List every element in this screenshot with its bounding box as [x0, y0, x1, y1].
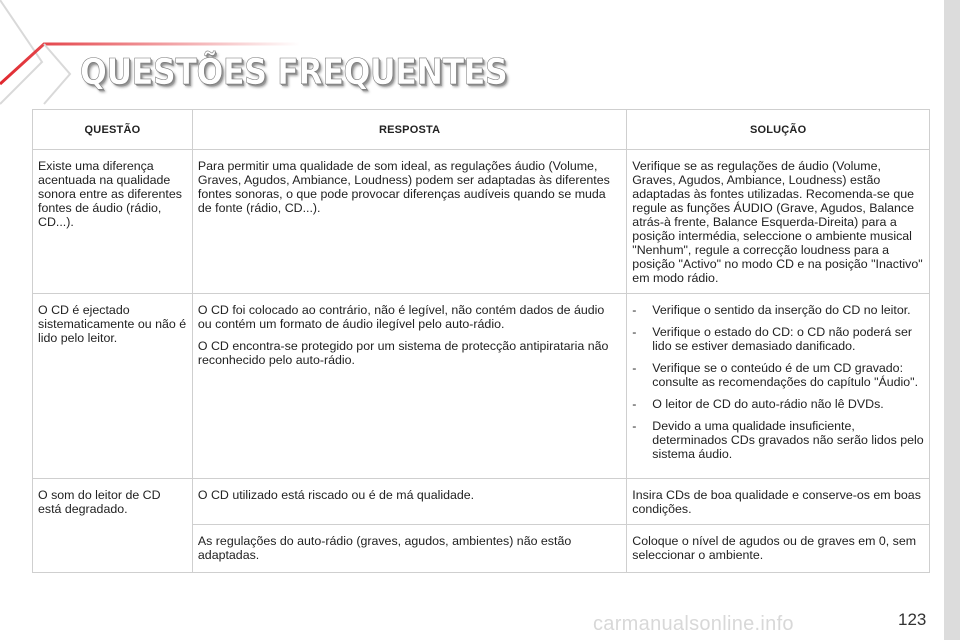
list-item-text: Verifique o sentido da inserção do CD no leitor. [652, 303, 911, 317]
answer-cell: O CD utilizado está riscado ou é de má qualidade. [192, 479, 626, 525]
list-item [632, 303, 924, 317]
list-dash: - [632, 325, 637, 339]
table-header-row [33, 110, 930, 150]
list-dash: - [632, 419, 637, 433]
solution-cell: Coloque o nível de agudos ou de graves em 0, sem seleccionar o ambiente. [627, 525, 930, 573]
solution-cell [627, 294, 930, 479]
header-solution: SOLUÇÃO [627, 110, 930, 150]
answer-text: Para permitir uma qualidade de som ideal, as regulações áudio (Volume, Graves, Agudos, Ambiance, Loudness) podem ser adaptadas às diferentes fontes sonoras, o que pode provocar diferenças audíveis quando se muda de fonte (rádio, CD...). [197, 159, 610, 215]
question-cell: Existe uma diferença acentuada na qualidade sonora entre as diferentes fontes de áudio (rádio, CD...). [33, 150, 193, 294]
list-item [632, 419, 924, 461]
question-cell: O som do leitor de CD está degradado. [33, 479, 193, 573]
header-answer: RESPOSTA [192, 110, 626, 150]
list-dash: - [632, 303, 637, 317]
answer-cell [192, 150, 626, 294]
answer-cell: As regulações do auto-rádio (graves, agudos, ambientes) não estão adaptadas. [192, 525, 626, 573]
page-title: QUESTÕES FREQUENTES [80, 52, 508, 93]
list-item [632, 361, 924, 389]
list-item [632, 397, 924, 411]
list-item-text: O leitor de CD do auto-rádio não lê DVDs. [652, 397, 884, 411]
list-item-text: Devido a uma qualidade insuficiente, determinados CDs gravados não serão lidos pelo sistema áudio. [652, 419, 924, 461]
answer-text: O CD foi colocado ao contrário, não é legível, não contém dados de áudio ou contém um formato de áudio ilegível pelo auto-rádio. [197, 303, 605, 331]
answer-text: O CD encontra-se protegido por um sistema de protecção antipirataria não reconhecido pelo auto-rádio. [197, 339, 609, 367]
list-dash: - [632, 397, 637, 411]
header-question: QUESTÃO [33, 110, 193, 150]
solution-list [632, 303, 924, 461]
table-row [33, 294, 930, 479]
answer-cell [192, 294, 626, 479]
watermark: carmanualsonline.info [593, 613, 794, 635]
list-item-text: Verifique se o conteúdo é de um CD gravado: consulte as recomendações do capítulo "Áudio". [652, 361, 919, 389]
page-number: 123 [898, 610, 927, 629]
question-cell: O CD é ejectado sistematicamente ou não é lido pelo leitor. [33, 294, 193, 479]
list-item [632, 325, 924, 353]
right-margin-bar [944, 0, 960, 640]
table-row [33, 479, 930, 525]
solution-cell: Insira CDs de boa qualidade e conserve-os em boas condições. [627, 479, 930, 525]
table-row [33, 150, 930, 294]
list-item-text: Verifique o estado do CD: o CD não poderá ser lido se estiver demasiado danificado. [652, 325, 912, 353]
faq-table [32, 109, 930, 573]
list-dash: - [632, 361, 637, 375]
solution-cell: Verifique se as regulações de áudio (Volume, Graves, Agudos, Ambiance, Loudness) estão adaptadas às fontes utilizadas. Recomenda-se que regule as funções ÁUDIO (Grave, Agudos, Balance atrás-à frente, Balance Esquerda-Direita) para a posição intermédia, seleccione o ambiente musical "Nenhum", regule a correcção loudness para a posição "Activo" no modo CD e na posição "Inactivo" em modo rádio. [627, 150, 930, 294]
